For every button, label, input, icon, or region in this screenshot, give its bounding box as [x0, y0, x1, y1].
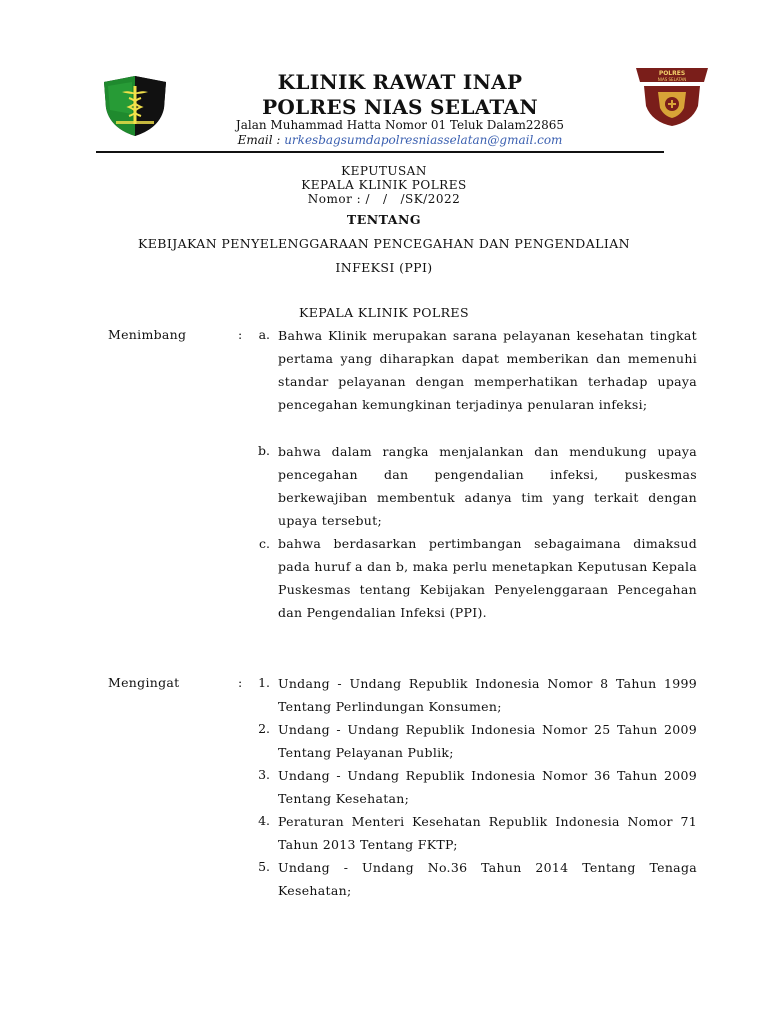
clinic-shield-logo — [102, 74, 168, 138]
decree-subject-line1: KEBIJAKAN PENYELENGGARAAN PENCEGAHAN DAN PENGENDALIAN — [138, 236, 630, 251]
mengingat-item-4: Peraturan Menteri Kesehatan Republik Indonesia Nomor 71 Tahun 2013 Tentang FKTP; — [278, 814, 697, 852]
menimbang-item-b: bahwa dalam rangka menjalankan dan mendukung upaya pencegahan dan pengendalian infeksi, puskesmas berkewajiban membentuk adanya tim yang terkait dengan upaya tersebut; — [278, 444, 697, 528]
mengingat-marker-5: 5. — [258, 859, 270, 874]
mengingat-marker-4: 4. — [258, 813, 270, 828]
clinic-name: KLINIK RAWAT INAP — [277, 70, 523, 94]
badge-title-text: POLRES — [658, 70, 686, 77]
mengingat-item-3: Undang - Undang Republik Indonesia Nomor 36 Tahun 2009 Tentang Kesehatan; — [278, 768, 697, 806]
menimbang-marker-c: c. — [259, 536, 270, 551]
issuer-heading: KEPALA KLINIK POLRES — [299, 305, 469, 320]
clinic-location: POLRES NIAS SELATAN — [262, 95, 538, 119]
decree-issuer: KEPALA KLINIK POLRES — [301, 178, 467, 192]
menimbang-item-c: bahwa berdasarkan pertimbangan sebagaimana dimaksud pada huruf a dan b, maka perlu menetapkan Keputusan Kepala Puskesmas tentang Kebijakan Penyelenggaraan Pencegahan dan Pengendalian Infeksi (PPI). — [278, 536, 697, 620]
mengingat-item-2: Undang - Undang Republik Indonesia Nomor 25 Tahun 2009 Tentang Pelayanan Publik; — [278, 722, 697, 760]
menimbang-marker-b: b. — [258, 443, 270, 458]
badge-subtitle-text: NIAS SELATAN — [657, 77, 687, 82]
mengingat-marker-1: 1. — [258, 675, 270, 690]
menimbang-item-a: Bahwa Klinik merupakan sarana pelayanan kesehatan tingkat pertama yang diharapkan dapat memberikan dan memenuhi standar pelayanan dengan memperhatikan terhadap upaya pencegahan kemungkinan terjadinya penularan infeksi; — [278, 328, 697, 412]
mengingat-label: Mengingat — [108, 675, 180, 690]
email-link[interactable]: urkesbagsumdapolresniasselatan@gmail.com — [284, 133, 563, 147]
menimbang-marker-a: a. — [258, 327, 270, 342]
letterhead-divider — [96, 151, 664, 153]
mengingat-item-5: Undang - Undang No.36 Tahun 2014 Tentang Tenaga Kesehatan; — [278, 860, 697, 898]
email-line — [170, 133, 630, 147]
decree-type: KEPUTUSAN — [341, 164, 427, 178]
clinic-address: Jalan Muhammad Hatta Nomor 01 Teluk Dalam22865 — [235, 118, 565, 132]
mengingat-item-1: Undang - Undang Republik Indonesia Nomor 8 Tahun 1999 Tentang Perlindungan Konsumen; — [278, 676, 697, 714]
email-label: Email : — [237, 133, 285, 147]
menimbang-colon: : — [238, 327, 243, 342]
decree-about: TENTANG — [346, 212, 422, 227]
mengingat-marker-2: 2. — [258, 721, 270, 736]
decree-subject-line2: INFEKSI (PPI) — [335, 260, 433, 275]
police-badge-logo — [632, 64, 712, 128]
decree-number: Nomor : / / /SK/2022 — [307, 192, 461, 206]
mengingat-marker-3: 3. — [258, 767, 270, 782]
mengingat-colon: : — [238, 675, 243, 690]
menimbang-label: Menimbang — [108, 327, 187, 342]
